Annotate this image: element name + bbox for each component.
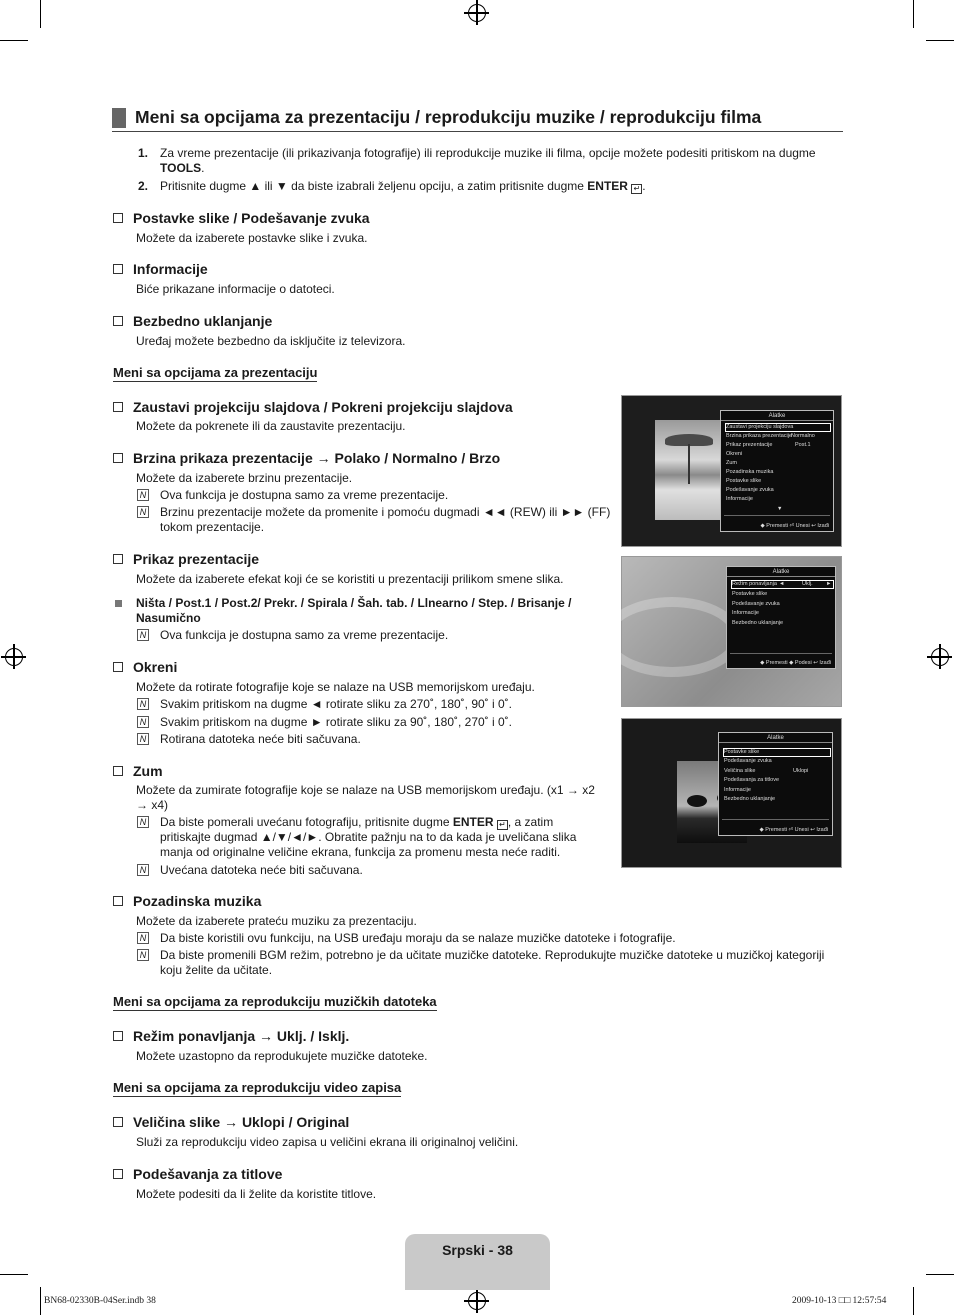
crop-mark bbox=[0, 1274, 28, 1275]
heading-text: Veličina slike → Uklopi / Original bbox=[133, 1114, 350, 1130]
menu-item[interactable]: Bezbedno uklanjanje bbox=[724, 796, 776, 802]
checkbox-icon bbox=[113, 766, 123, 776]
crop-mark bbox=[40, 0, 41, 28]
heading-zoom bbox=[113, 763, 163, 779]
checkbox-icon bbox=[113, 1031, 123, 1041]
menu-item[interactable]: Podešavanje zvuka bbox=[726, 487, 774, 493]
note-text: Uvećana datoteka neće biti sačuvana. bbox=[160, 863, 363, 877]
menu-item[interactable]: Podešavanje zvuka bbox=[724, 758, 772, 764]
heading-stop-slideshow bbox=[113, 399, 513, 415]
body-text: Možete da pokrenete ili da zaustavite prezentaciju. bbox=[136, 419, 406, 433]
note-icon: N bbox=[137, 932, 149, 944]
arrow-left-icon[interactable]: ◄ bbox=[779, 581, 785, 587]
menu-item[interactable]: Bezbedno uklanjanje bbox=[732, 620, 784, 626]
note-text: manja od originalne veličine ekrana, funkcija za promenu mesta neće raditi. bbox=[160, 845, 561, 859]
note-icon: N bbox=[137, 716, 149, 728]
heading-text: Zaustavi projekciju slajdova / Pokreni projekciju slajdova bbox=[133, 399, 513, 415]
step-text: . bbox=[201, 161, 205, 175]
step-text: Pritisnite dugme ▲ ili ▼ da biste izabrali željenu opciju, a zatim pritisnite dugme bbox=[160, 179, 588, 193]
checkbox-icon bbox=[113, 662, 123, 672]
tv-screenshot-music bbox=[621, 556, 842, 707]
crop-mark bbox=[926, 1274, 954, 1275]
note-text: Ova funkcija je dostupna samo za vreme prezentacije. bbox=[160, 488, 449, 502]
beach-photo bbox=[655, 420, 730, 520]
music-swirl bbox=[602, 597, 742, 677]
tools-menu-music bbox=[726, 566, 836, 669]
crop-mark bbox=[0, 40, 28, 41]
menu-separator bbox=[724, 515, 830, 516]
note-icon: N bbox=[137, 949, 149, 961]
menu-separator bbox=[730, 653, 832, 654]
menu-item[interactable]: Pozadinska muzika bbox=[726, 469, 774, 475]
body-line: Možete da zumirate fotografije koje se nalaze na USB memorijskom uređaju. (x1 → x2 bbox=[136, 783, 595, 797]
heading-text: Okreni bbox=[133, 659, 178, 675]
page-title: Meni sa opcijama za prezentaciju / reprodukciju muzike / reprodukciju filma bbox=[135, 107, 762, 127]
step-text: Za vreme prezentacije (ili prikazivanja fotografije) ili reprodukcije muzike ili filma, opcije možete podesiti pritiskom na dugme bbox=[160, 146, 816, 160]
body-text: Možete podesiti da li želite da koristite titlove. bbox=[136, 1187, 377, 1201]
section-title-video: Meni sa opcijama za reprodukciju video zapisa bbox=[113, 1080, 402, 1095]
options-text: Nasumično bbox=[136, 611, 201, 625]
heading-rotate bbox=[113, 659, 177, 675]
body-text: Možete da izaberete prateću muziku za prezentaciju. bbox=[136, 914, 417, 928]
crop-mark bbox=[913, 1287, 914, 1315]
menu-title: Alatke bbox=[727, 567, 835, 577]
page-number: Srpski - 38 bbox=[442, 1242, 513, 1258]
tv-screenshot-video bbox=[621, 718, 842, 868]
note-text: Da biste koristili ovu funkciju, na USB uređaju moraju da se nalaze muzičke datoteke i fotografije. bbox=[160, 931, 676, 945]
menu-value: Uklj. bbox=[802, 581, 813, 587]
body-text: Možete da izaberete efekat koji će se koristiti u prezentaciji prilikom smene slika. bbox=[136, 572, 564, 586]
menu-title: Alatke bbox=[721, 411, 833, 421]
registration-mark-icon bbox=[468, 4, 486, 22]
checkbox-icon bbox=[113, 213, 123, 223]
registration-mark-icon bbox=[468, 1292, 486, 1310]
note-text: Svakim pritiskom na dugme ► rotirate sliku za 90˚, 180˚, 270˚ i 0˚. bbox=[160, 715, 513, 729]
body-text: Možete da rotirate fotografije koje se nalaze na USB memorijskom uređaju. bbox=[136, 680, 535, 694]
heading-slideshow-speed bbox=[113, 450, 500, 466]
tv-screenshot-photo bbox=[621, 395, 842, 547]
note-text: Da biste promenili BGM režim, potrebno je da učitate muzičke datoteke. Reprodukujte muzičke datoteke u muzičkoj kategoriji bbox=[160, 948, 825, 962]
note-icon: N bbox=[137, 489, 149, 501]
enter-icon: ↵ bbox=[497, 820, 508, 830]
bullet-square-icon bbox=[115, 600, 122, 607]
footer-file-info: BN68-02330B-04Ser.indb 38 bbox=[44, 1296, 156, 1306]
options-text: Ništa / Post.1 / Post.2/ Prekr. / Spirala / Šah. tab. / Llnearno / Step. / Brisanje / bbox=[136, 596, 572, 610]
checkbox-icon bbox=[113, 316, 123, 326]
heading-picture-sound bbox=[113, 210, 370, 226]
tools-menu-video bbox=[718, 732, 833, 836]
note-text: Brzinu prezentacije možete da promenite i pomoću dugmadi ◄◄ (REW) ili ►► (FF) bbox=[160, 505, 611, 519]
body-text: Možete da izaberete postavke slike i zvuka. bbox=[136, 231, 368, 245]
menu-footer: ◆ Premesti ◆ Podesi ↩ Izađi bbox=[760, 660, 831, 666]
menu-item[interactable]: Postavke slike bbox=[726, 478, 762, 484]
body-text: Služi za reprodukciju video zapisa u veličini ekrana ili originalnoj veličini. bbox=[136, 1135, 519, 1149]
step-bold: ENTER bbox=[587, 179, 628, 193]
enter-icon: ↵ bbox=[631, 184, 642, 194]
menu-footer: ◆ Premesti ⏎ Unesi ↩ Izađi bbox=[760, 523, 829, 529]
checkbox-icon bbox=[113, 453, 123, 463]
heading-text: Brzina prikaza prezentacije → Polako / Normalno / Brzo bbox=[133, 450, 501, 466]
tools-menu-photo bbox=[720, 410, 834, 532]
crop-mark bbox=[926, 40, 954, 41]
registration-mark-icon bbox=[931, 648, 949, 666]
heading-information bbox=[113, 261, 208, 277]
note-text: Ova funkcija je dostupna samo za vreme prezentacije. bbox=[160, 628, 449, 642]
section-title-slideshow: Meni sa opcijama za prezentaciju bbox=[113, 365, 318, 380]
menu-item[interactable]: Podešavanja za titlove bbox=[724, 777, 780, 783]
note-icon: N bbox=[137, 629, 149, 641]
checkbox-icon bbox=[113, 554, 123, 564]
note-icon: N bbox=[137, 506, 149, 518]
note-icon: N bbox=[137, 816, 149, 828]
umbrella-pole bbox=[688, 444, 690, 484]
checkbox-icon bbox=[113, 264, 123, 274]
heading-safe-remove bbox=[113, 313, 272, 329]
arrow-right-icon[interactable]: ► bbox=[826, 581, 832, 587]
heading-text: Podešavanja za titlove bbox=[133, 1166, 283, 1182]
heading-repeat-mode bbox=[113, 1028, 349, 1044]
note-icon: N bbox=[137, 698, 149, 710]
menu-item[interactable]: Zum bbox=[726, 460, 737, 466]
heading-text: Informacije bbox=[133, 261, 208, 277]
heading-text: Režim ponavljanja → Uklj. / Isklj. bbox=[133, 1028, 350, 1044]
body-text bbox=[136, 783, 595, 813]
menu-value: Post.1 bbox=[795, 442, 811, 448]
registration-mark-icon bbox=[5, 648, 23, 666]
menu-title: Alatke bbox=[719, 733, 832, 743]
menu-item[interactable]: Okreni bbox=[726, 451, 743, 457]
body-line: → x4) bbox=[136, 798, 169, 812]
menu-item[interactable]: Podešavanje zvuka bbox=[732, 601, 780, 607]
menu-item[interactable]: Režim ponavljanja bbox=[732, 581, 777, 587]
menu-item[interactable]: Prikaz prezentacije bbox=[726, 442, 773, 448]
body-text: Biće prikazane informacije o datoteci. bbox=[136, 282, 335, 296]
palm-shape bbox=[687, 795, 707, 807]
body-text: Možete uzastopno da reprodukujete muzičke datoteke. bbox=[136, 1049, 428, 1063]
checkbox-icon bbox=[113, 1169, 123, 1179]
heading-picture-size bbox=[113, 1114, 349, 1130]
note-icon: N bbox=[137, 733, 149, 745]
menu-item[interactable]: Veličina slike bbox=[724, 768, 756, 774]
menu-item[interactable]: Informacije bbox=[724, 787, 751, 793]
checkbox-icon bbox=[113, 896, 123, 906]
section-title-music: Meni sa opcijama za reprodukciju muzičkih datoteka bbox=[113, 994, 437, 1009]
note-text: koju želite da učitate. bbox=[160, 963, 273, 977]
heading-text: Prikaz prezentacije bbox=[133, 551, 260, 567]
heading-slideshow-effect bbox=[113, 551, 259, 567]
menu-value: Normalno bbox=[791, 433, 815, 439]
heading-text: Zum bbox=[133, 763, 163, 779]
crop-mark bbox=[913, 0, 914, 28]
step-number: 2. bbox=[138, 179, 149, 193]
checkbox-icon bbox=[113, 402, 123, 412]
title-bar bbox=[112, 106, 843, 132]
menu-separator bbox=[722, 819, 829, 820]
scroll-down-icon[interactable]: ▼ bbox=[777, 506, 783, 512]
menu-footer: ◆ Premesti ⏎ Unesi ↩ Izađi bbox=[759, 827, 828, 833]
note-text: Da biste pomerali uvećanu fotografiju, pritisnite dugme bbox=[160, 815, 453, 829]
step-text: . bbox=[642, 179, 646, 193]
heading-text: Postavke slike / Podešavanje zvuka bbox=[133, 210, 370, 226]
crop-mark bbox=[40, 1287, 41, 1315]
menu-item[interactable]: Informacije bbox=[726, 496, 753, 502]
note-bold: ENTER bbox=[452, 815, 494, 829]
body-text: Uređaj možete bezbedno da isključite iz televizora. bbox=[136, 334, 406, 348]
note-text: Rotirana datoteka neće biti sačuvana. bbox=[160, 732, 361, 746]
note-text: tokom prezentacije. bbox=[160, 520, 265, 534]
menu-value: Uklopi bbox=[793, 768, 809, 774]
note-icon: N bbox=[137, 864, 149, 876]
note-text: Svakim pritiskom na dugme ◄ rotirate sliku za 270˚, 180˚, 90˚ i 0˚. bbox=[160, 697, 513, 711]
step-number: 1. bbox=[138, 146, 149, 160]
menu-item[interactable]: Zaustavi projekciju slajdova bbox=[726, 424, 794, 430]
heading-text: Bezbedno uklanjanje bbox=[133, 313, 273, 329]
heading-subtitle-settings bbox=[113, 1166, 282, 1182]
menu-item[interactable]: Postavke slike bbox=[724, 749, 760, 755]
menu-item[interactable]: Postavke slike bbox=[732, 591, 768, 597]
heading-text: Pozadinska muzika bbox=[133, 893, 262, 909]
checkbox-icon bbox=[113, 1117, 123, 1127]
menu-item[interactable]: Brzina prikaza prezentacije bbox=[726, 433, 793, 439]
effect-options bbox=[136, 596, 571, 626]
heading-background-music bbox=[113, 893, 261, 909]
footer-timestamp: 2009-10-13 □□ 12:57:54 bbox=[792, 1296, 887, 1306]
step-bold: TOOLS bbox=[160, 161, 202, 175]
page-number-tab bbox=[405, 1234, 550, 1290]
body-text: Možete da izaberete brzinu prezentacije. bbox=[136, 471, 353, 485]
menu-item[interactable]: Informacije bbox=[732, 610, 759, 616]
note-text: pritiskajte dugmad ▲/▼/◄/►. Obratite pažnju na to da kada je uveličana slika bbox=[160, 830, 577, 844]
note-text: , a zatim bbox=[507, 815, 554, 829]
title-block-icon bbox=[112, 108, 126, 128]
